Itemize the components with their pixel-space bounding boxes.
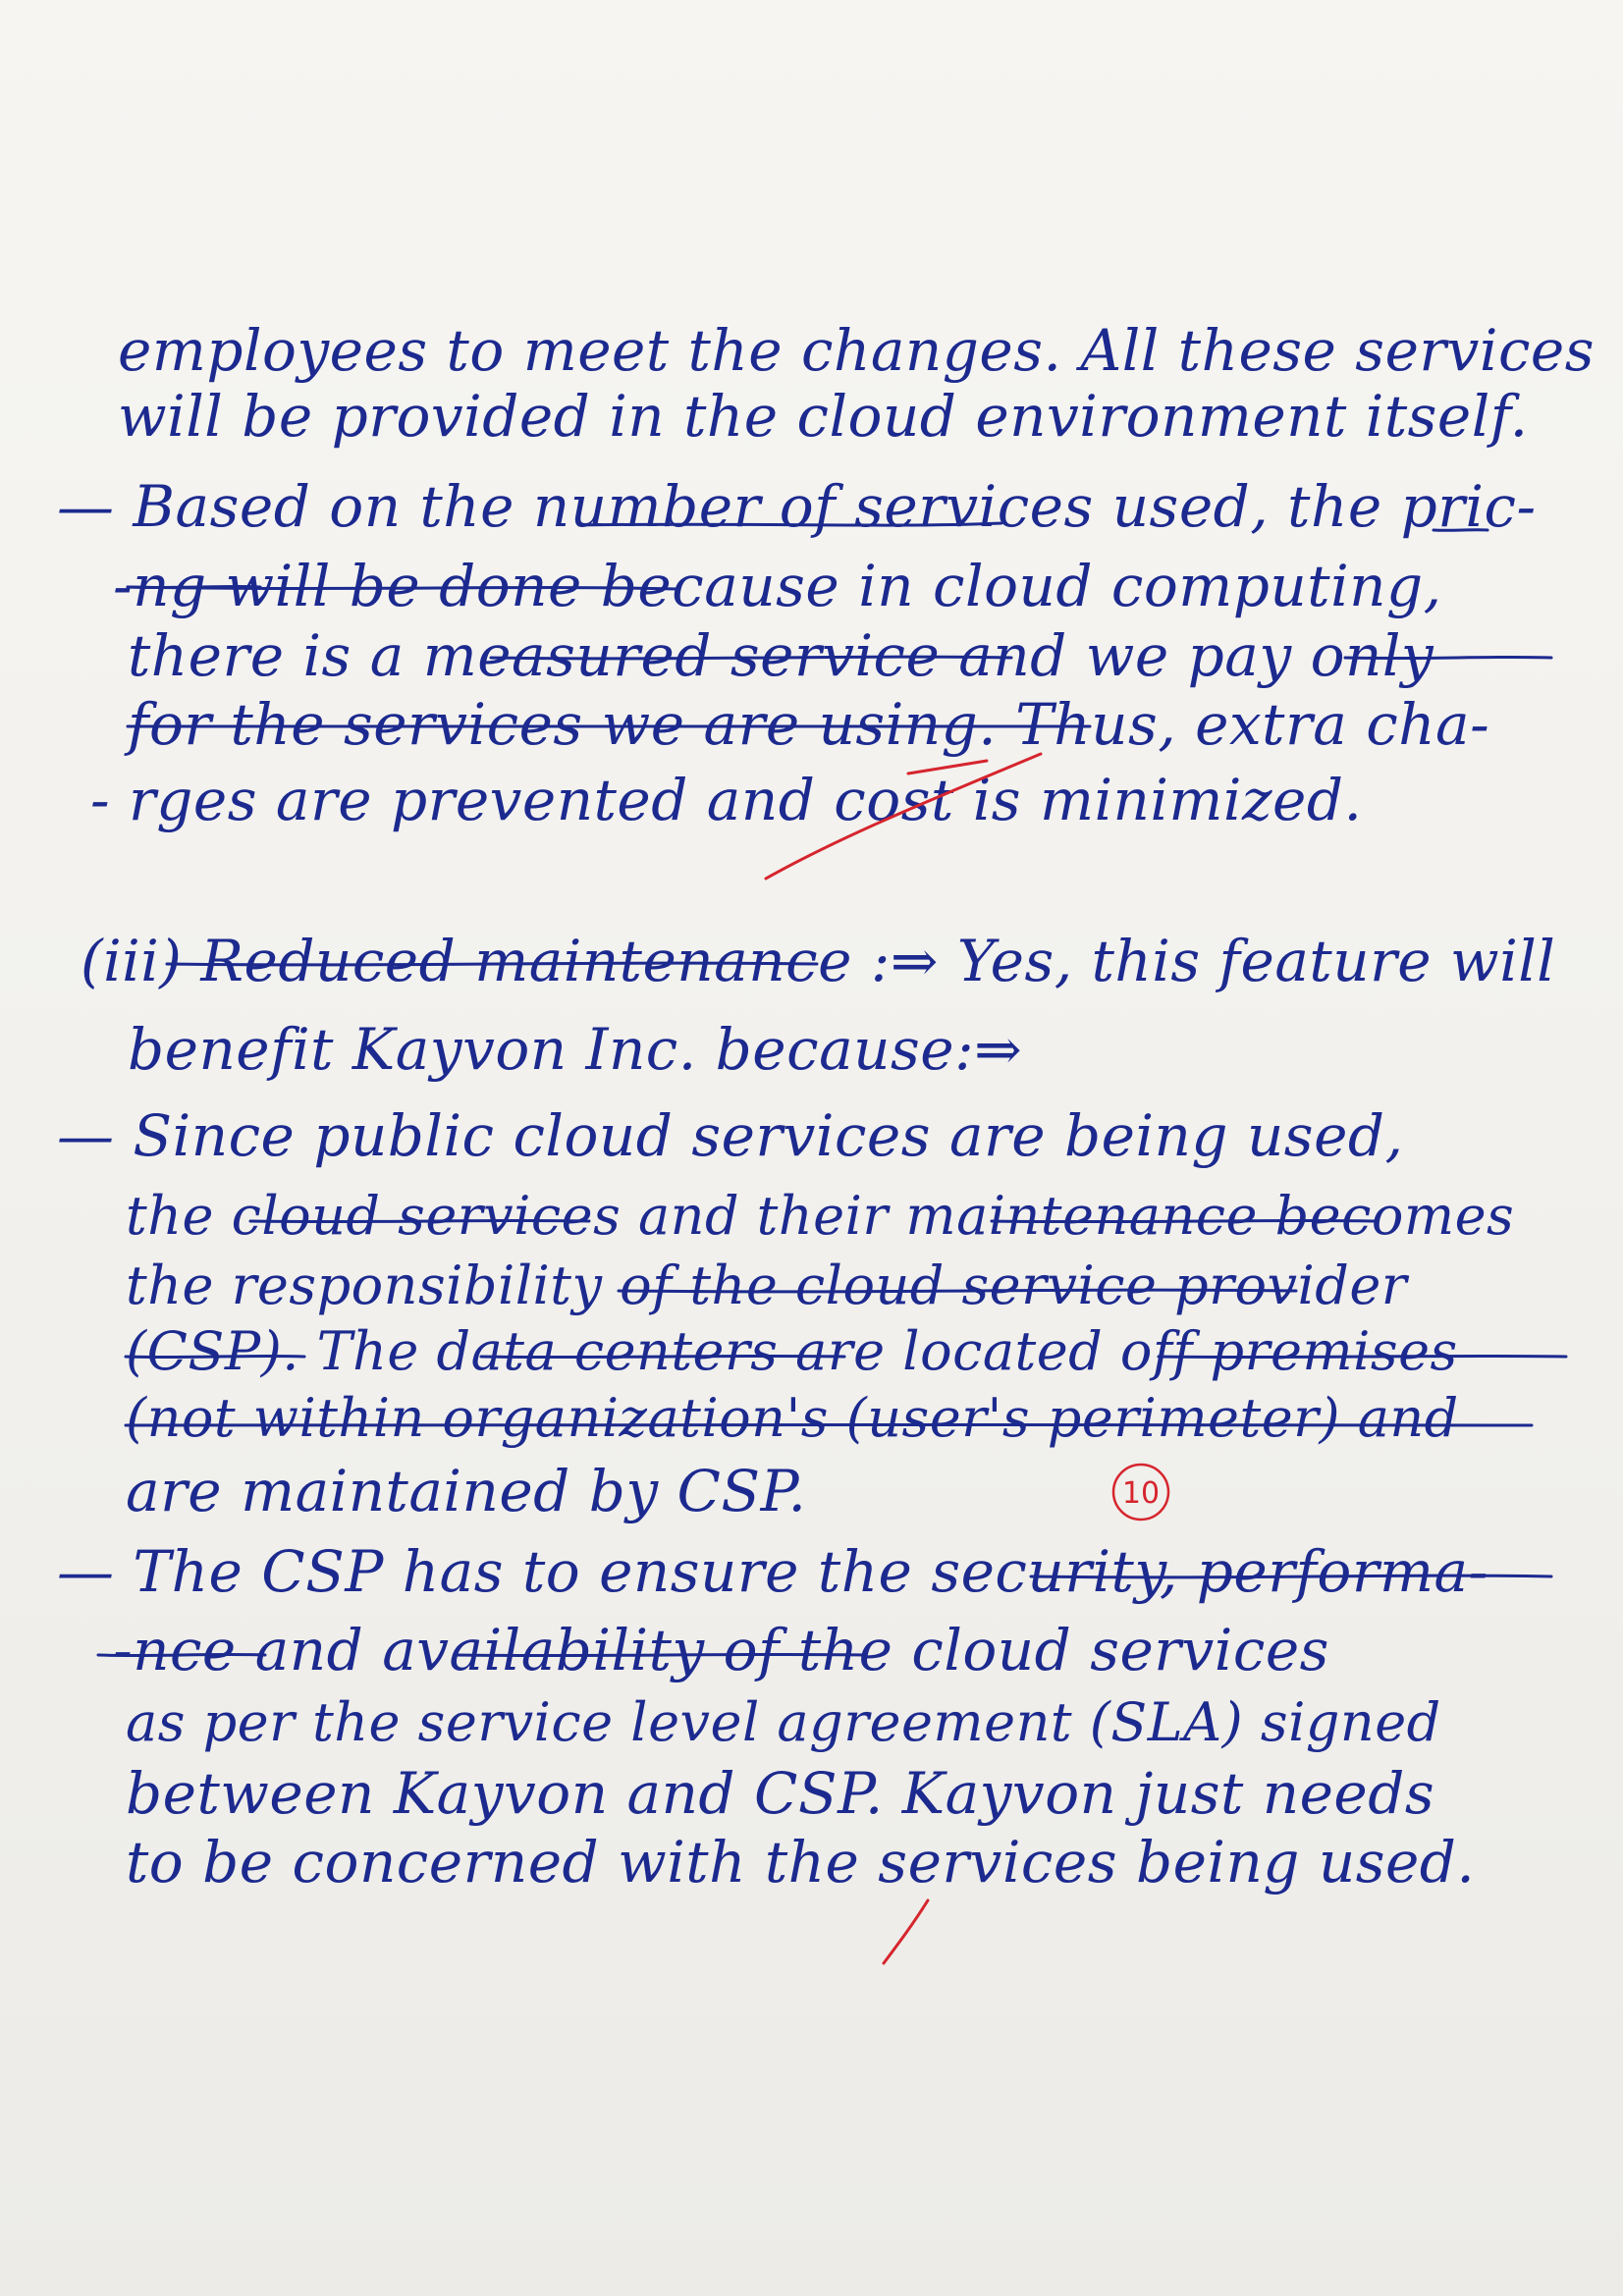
text-line-19: between Kayvon and CSP. Kayvon just needs [126, 1760, 1435, 1827]
text-line-20: to be concerned with the services being used. [126, 1829, 1476, 1896]
text-line-6: for the services we are using. Thus, extra cha- [128, 691, 1490, 758]
text-line-5: there is a measured service and we pay only [128, 622, 1434, 689]
text-line-15: are maintained by CSP. [126, 1458, 807, 1524]
text-line-1: employees to meet the changes. All these services [118, 317, 1596, 384]
correction-tick-2 [884, 1900, 928, 1963]
text-line-11: the cloud services and their maintenance becomes [126, 1185, 1515, 1247]
text-line-13: (CSP). The data centers are located off premises [126, 1320, 1458, 1382]
text-line-16: — The CSP has to ensure the security, performa- [57, 1538, 1488, 1605]
text-line-2: will be provided in the cloud environment itself. [118, 383, 1529, 450]
text-line-12: the responsibility of the cloud service provider [126, 1255, 1408, 1316]
grade-circle [1113, 1465, 1168, 1520]
text-line-10: — Since public cloud services are being used, [57, 1102, 1404, 1169]
text-line-17: -nce and availability of the cloud services [113, 1617, 1329, 1683]
text-line-7: - rges are prevented and cost is minimized. [90, 767, 1363, 833]
text-line-14: (not within organization's (user's perimeter) and [126, 1387, 1459, 1449]
section-heading-reduced-maintenance: (iii) Reduced maintenance :⇒ Yes, this feature will [81, 928, 1556, 994]
text-line-18: as per the service level agreement (SLA) signed [126, 1691, 1441, 1753]
text-line-4: -ng will be done because in cloud computing, [113, 553, 1442, 619]
text-line-9: benefit Kayvon Inc. because:⇒ [128, 1016, 1023, 1083]
text-line-3: — Based on the number of services used, the pric- [57, 473, 1537, 540]
grade-mark: 10 [1121, 1476, 1161, 1511]
